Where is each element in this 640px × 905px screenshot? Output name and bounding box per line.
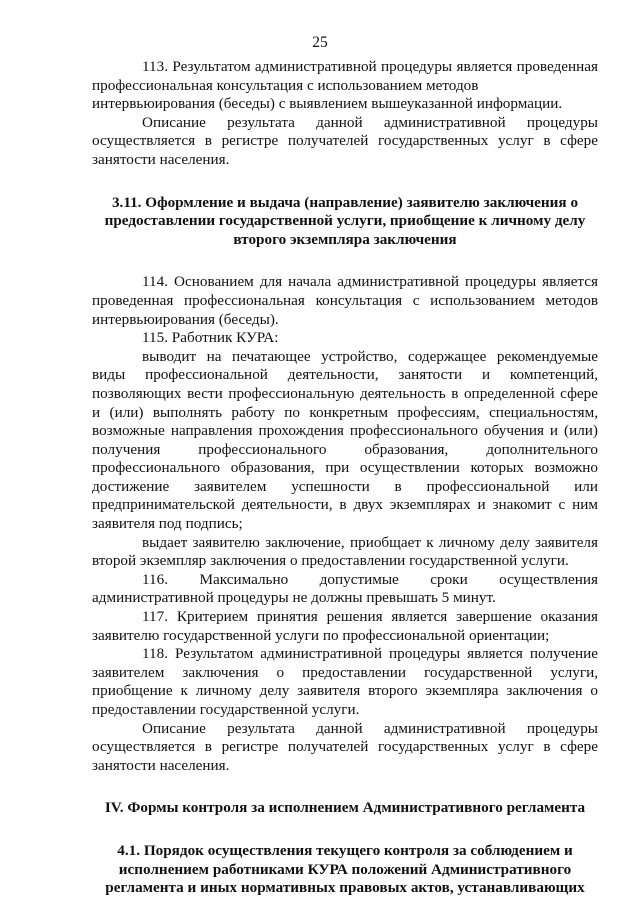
page-number: 25 bbox=[312, 34, 328, 51]
paragraph-118: 118. Результатом административной процедуры является получение заявителем заключения о предоставлении государственной услуги, приобщение к личному делу заявителя второго экземпляра заключения о предоставлении государственной услуги. bbox=[92, 645, 598, 718]
section-heading-iv: IV. Формы контроля за исполнением Административного регламента bbox=[104, 799, 586, 817]
paragraph-114: 114. Основанием для начала административной процедуры является проведенная профессиональная консультация с использованием методов интервьюирования (беседы). bbox=[92, 273, 598, 328]
paragraph-113-description-cont: осуществляется в регистре получателей государственных услуг в сфере занятости населения. bbox=[92, 132, 598, 168]
paragraph-118-description: Описание результата данной административной процедуры bbox=[142, 719, 598, 737]
paragraph-116: 116. Максимально допустимые сроки осуществления административной процедуры не должны превышать 5 минут. bbox=[92, 570, 598, 607]
paragraph-118-description-cont: осуществляется в регистре получателей государственных услуг в сфере занятости населения. bbox=[92, 738, 598, 774]
paragraph-113-cont: интервьюирования (беседы) с выявлением вышеуказанной информации. bbox=[92, 95, 563, 113]
document-body bbox=[92, 58, 598, 898]
paragraph-113-description: Описание результата данной административной процедуры bbox=[142, 113, 598, 131]
paragraph-117: 117. Критерием принятия решения является завершение оказания заявителю государственной услуги по профессиональной ориентации; bbox=[92, 608, 598, 644]
paragraph-115-item-1: выводит на печатающее устройство, содержащее рекомендуемые виды профессиональной деятельности, занятости и компетенций, позволяющих вести профессиональную деятельность в определенной сфере и (или) выполнять работу по конкретным профессиям, специальностям, возможные направления прохождения профессионального обучения и (или) получения профессионального образования, дополнительного профессионального образования, при осуществлении которых возможно достижение заявителем успешности в профессиональной или предпринимательской деятельности, в двух экземплярах и знакомит с ним заявителя под подпись; bbox=[92, 347, 598, 533]
paragraph-115: 115. Работник КУРА: bbox=[142, 329, 279, 347]
section-heading-3-11: 3.11. Оформление и выдача (направление) заявителю заключения о предоставлении государственной услуги, приобщение к личному делу второго экземпляра заключения bbox=[104, 193, 586, 248]
paragraph-115-item-2: выдает заявителю заключение, приобщает к личному делу заявителя второй экземпляр заключения о предоставлении государственной услуги. bbox=[92, 533, 598, 570]
paragraph-113: 113. Результатом административной процедуры является проведенная профессиональная консультация с использованием методов bbox=[92, 58, 598, 94]
section-heading-4-1: 4.1. Порядок осуществления текущего контроля за соблюдением и исполнением работниками КУРА положений Административного регламента и иных нормативных правовых актов, устанавливающих bbox=[105, 841, 585, 897]
